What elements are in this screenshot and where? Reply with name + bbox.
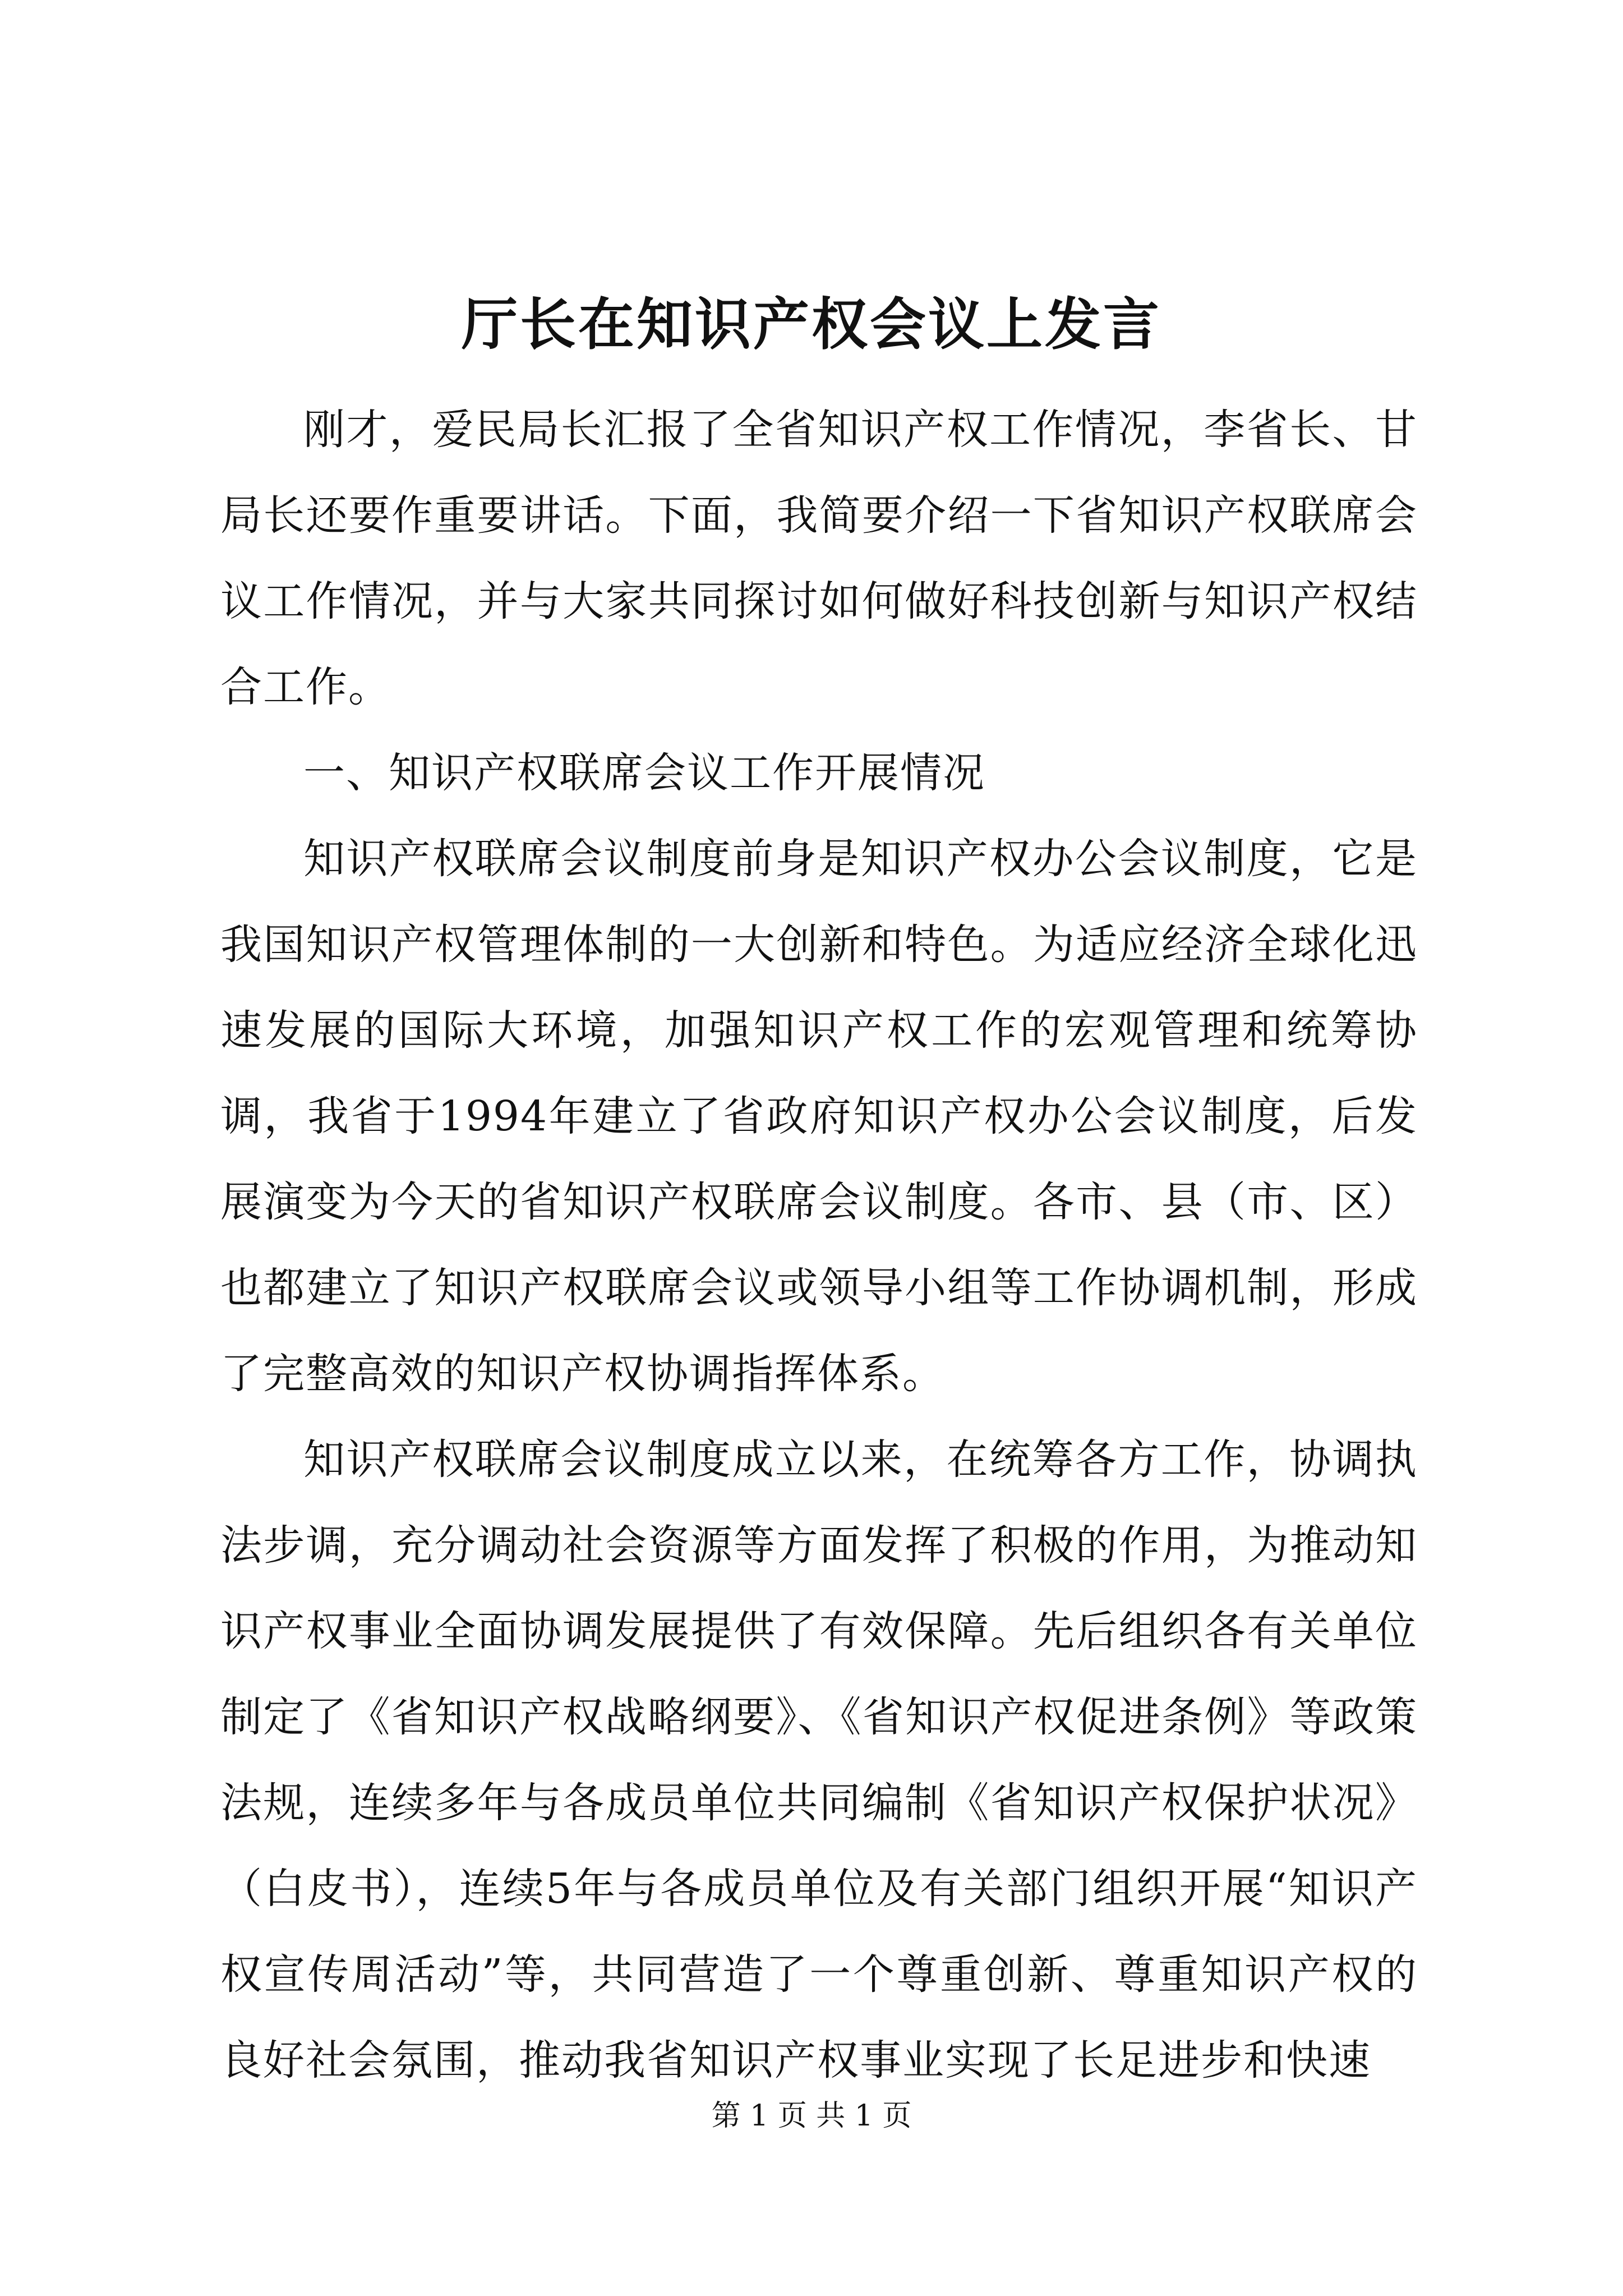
paragraph-achievements: 知识产权联席会议制度成立以来，在统筹各方工作，协调执法步调，充分调动社会资源等方面发挥了积极的作用，为推动知识产权事业全面协调发展提供了有效保障。先后组织各有关单位制定了《省知识产权战略纲要》、《省知识产权促进条例》等政策法规，连续多年与各成员单位共同编制《省知识产权保护状况》（白皮书），连续5年与各成员单位及有关部门组织开展“知识产权宣传周活动”等，共同营造了一个尊重创新、尊重知识产权的良好社会氛围，推动我省知识产权事业实现了长足进步和快速 [220,1435,1418,2085]
paragraph-intro: 刚才，爱民局长汇报了全省知识产权工作情况，李省长、甘局长还要作重要讲话。下面，我简要介绍一下省知识产权联席会议工作情况，并与大家共同探讨如何做好科技创新与知识产权结合工作。 [220,406,1418,711]
page-number-footer: 第 1 页 共 1 页 [711,2099,912,2133]
document-body [220,387,1418,2104]
document-title: 厅长在知识产权会议上发言 [462,291,1161,357]
section-heading: 一、知识产权联席会议工作开展情况 [303,749,985,797]
paragraph-system-history: 知识产权联席会议制度前身是知识产权办公会议制度，它是我国知识产权管理体制的一大创新和特色。为适应经济全球化迅速发展的国际大环境，加强知识产权工作的宏观管理和统筹协调，我省于1994年建立了省政府知识产权办公会议制度，后发展演变为今天的省知识产权联席会议制度。各市、县（市、区）也都建立了知识产权联席会议或领导小组等工作协调机制，形成了完整高效的知识产权协调指挥体系。 [220,835,1418,1398]
